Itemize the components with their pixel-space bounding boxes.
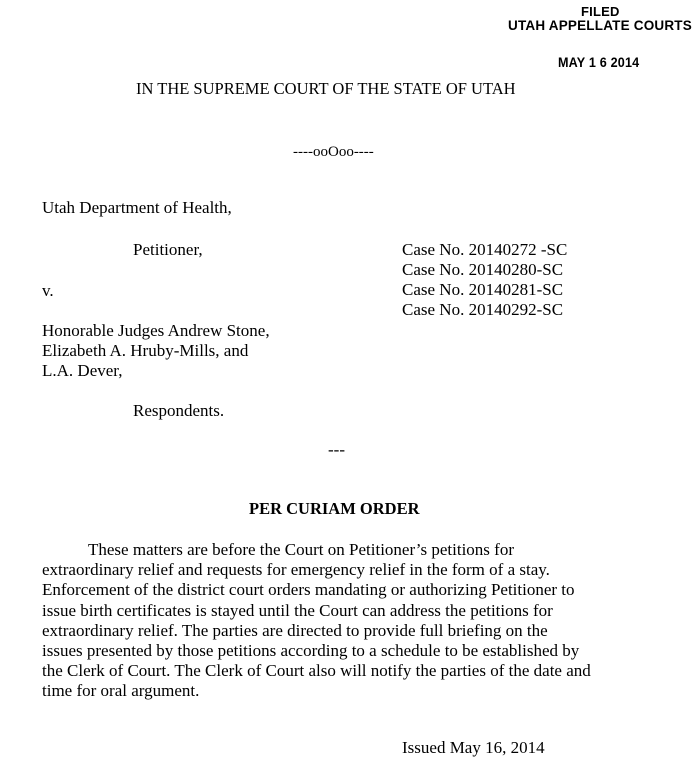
- respondent-label: Respondents.: [133, 401, 225, 420]
- petitioner-label: Petitioner,: [133, 240, 203, 259]
- order-body-line: issue birth certificates is stayed until the Court can address the petitions for: [42, 600, 553, 620]
- order-body-line: time for oral argument.: [42, 681, 200, 701]
- order-body: [42, 540, 654, 702]
- case-number: Case No. 20140292-SC: [402, 300, 564, 319]
- order-body-line: extraordinary relief. The parties are directed to provide full briefing on the: [42, 620, 548, 640]
- case-number: Case No. 20140281-SC: [402, 280, 564, 299]
- respondent-line: Honorable Judges Andrew Stone,: [42, 321, 270, 340]
- filed-stamp-courts: UTAH APPELLATE COURTS: [508, 18, 692, 33]
- case-number: Case No. 20140272 -SC: [402, 240, 568, 259]
- order-title: PER CURIAM ORDER: [249, 499, 420, 518]
- petitioner-name: Utah Department of Health,: [42, 198, 232, 217]
- order-body-line: issues presented by those petitions according to a schedule to be established by: [42, 641, 580, 661]
- order-body-line: the Clerk of Court. The Clerk of Court also will notify the parties of the date and: [42, 661, 591, 681]
- versus: v.: [42, 281, 54, 300]
- respondent-line: L.A. Dever,: [42, 361, 123, 380]
- separator-mid: ---: [328, 440, 345, 459]
- order-body-line: These matters are before the Court on Petitioner’s petitions for: [88, 540, 514, 559]
- order-body-line: Enforcement of the district court orders mandating or authorizing Petitioner to: [42, 580, 575, 600]
- case-number: Case No. 20140280-SC: [402, 260, 564, 279]
- separator-top: ----ooOoo----: [293, 144, 374, 160]
- filed-stamp-date: MAY 1 6 2014: [558, 54, 640, 70]
- order-body-line: extraordinary relief and requests for emergency relief in the form of a stay.: [42, 560, 550, 580]
- respondent-line: Elizabeth A. Hruby-Mills, and: [42, 341, 249, 360]
- issued-date: Issued May 16, 2014: [402, 738, 545, 757]
- filed-stamp-label: FILED: [581, 4, 620, 19]
- court-heading: IN THE SUPREME COURT OF THE STATE OF UTAH: [136, 79, 516, 98]
